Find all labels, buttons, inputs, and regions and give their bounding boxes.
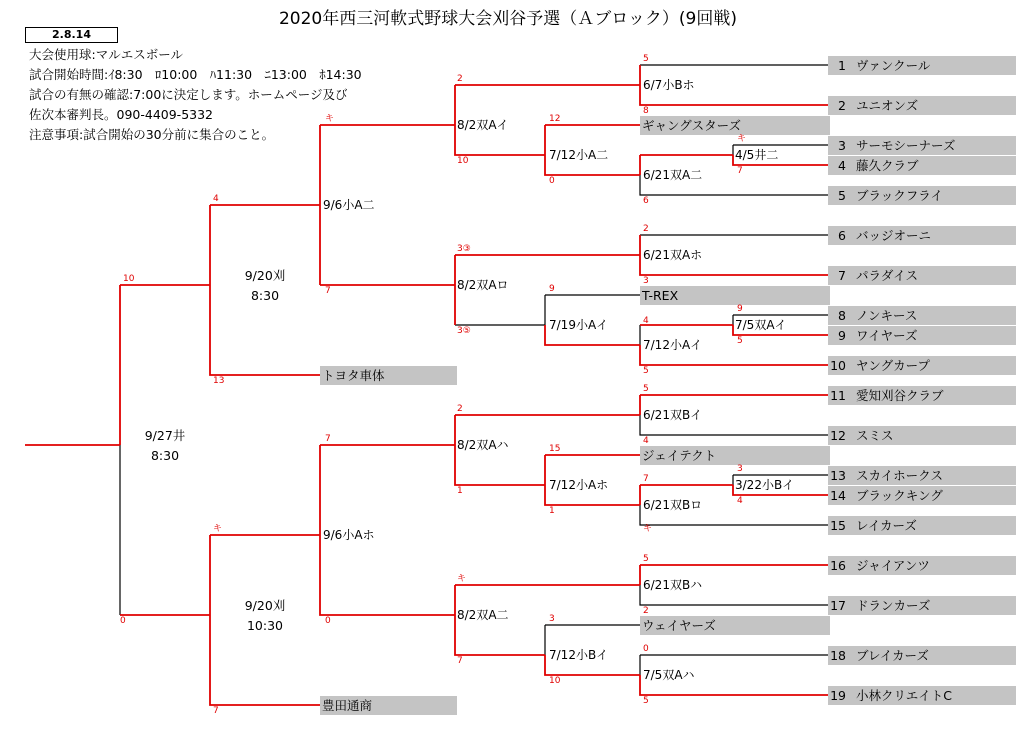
team-cell-11 xyxy=(828,386,1016,405)
semifinal-top-time: 8:30 xyxy=(250,288,280,303)
score-label: 2 xyxy=(457,404,463,414)
score-label: 10 xyxy=(457,156,469,166)
match-label: 7/12小Bイ xyxy=(549,648,609,662)
score-label: キ xyxy=(643,524,653,534)
team-number: 1 xyxy=(838,58,846,73)
score-label: 4 xyxy=(643,316,649,326)
team-cell-18 xyxy=(828,646,1016,665)
match-label: 7/5双Aハ xyxy=(643,668,695,682)
match-label: 7/12小A二 xyxy=(549,148,609,162)
match-label: 7/5双Aイ xyxy=(735,318,787,332)
team-cell-5 xyxy=(828,186,1016,205)
score-label: 15 xyxy=(549,444,561,454)
match-label: 6/7小Bホ xyxy=(643,78,695,92)
team-cell-seed: ギャングスターズ xyxy=(640,116,830,135)
team-cell-17 xyxy=(828,596,1016,615)
team-name: ユニオンズ xyxy=(856,98,919,113)
team-cell-1 xyxy=(828,56,1016,75)
date-code-box: 2.8.14 xyxy=(25,27,118,43)
page-title: 2020年西三河軟式野球大会刈谷予選（Ａブロック）(9回戦) xyxy=(278,9,737,29)
team-cell-seed: ウェイヤーズ xyxy=(640,616,830,635)
match-label: 8/2双Aイ xyxy=(457,118,509,132)
score-label: 8 xyxy=(643,106,649,116)
score-label: 4 xyxy=(643,436,649,446)
team-name: ジャイアンツ xyxy=(856,558,930,573)
score-label: 3 xyxy=(549,614,555,624)
score-label: 9 xyxy=(549,284,555,294)
score-label: 10 xyxy=(549,676,561,686)
team-name: ブレイカーズ xyxy=(856,648,929,663)
team-number: 5 xyxy=(838,188,846,203)
final-time: 8:30 xyxy=(150,448,180,463)
team-number: 9 xyxy=(838,328,846,343)
score-label: キ xyxy=(457,574,467,584)
match-label: 9/6小Aホ xyxy=(323,528,375,542)
match-label: 4/5井二 xyxy=(735,148,779,162)
team-cell-9 xyxy=(828,326,1016,345)
team-name: スミス xyxy=(856,428,894,443)
score-label: 3 xyxy=(737,464,743,474)
team-name: ヴァンクール xyxy=(856,58,931,73)
team-cell-10 xyxy=(828,356,1016,375)
team-number: 8 xyxy=(838,308,846,323)
team-cell-13 xyxy=(828,466,1016,485)
team-number: 7 xyxy=(838,268,846,283)
team-name: サーモシーナーズ xyxy=(856,138,956,153)
team-name: ノンキース xyxy=(856,308,918,323)
score-label: 13 xyxy=(213,376,225,386)
team-number: 18 xyxy=(830,648,846,663)
team-number: 16 xyxy=(830,558,846,573)
score-label: 12 xyxy=(549,114,561,124)
team-cell-7 xyxy=(828,266,1016,285)
team-cell-19 xyxy=(828,686,1016,705)
team-name: ワイヤーズ xyxy=(856,328,918,343)
team-cell-8 xyxy=(828,306,1016,325)
match-label: 6/21双Aホ xyxy=(643,248,703,262)
score-label: 4 xyxy=(213,194,219,204)
info-line-umpire: 佐次本審判長。090-4409-5332 xyxy=(29,107,214,122)
team-number: 13 xyxy=(830,468,846,483)
score-label: キ xyxy=(325,114,335,124)
team-name: パラダイス xyxy=(856,268,919,283)
score-label: キ xyxy=(213,524,223,534)
team-name: レイカーズ xyxy=(856,518,917,533)
score-label: 7 xyxy=(213,706,219,716)
match-label: 8/2双Aハ xyxy=(457,438,509,452)
semifinal-bottom-date: 9/20刈 xyxy=(244,598,286,613)
score-label: 5 xyxy=(643,384,649,394)
match-label: 8/2双A二 xyxy=(457,608,509,622)
team-name: スカイホークス xyxy=(856,468,944,483)
score-label: 7 xyxy=(325,286,331,296)
team-cell-14 xyxy=(828,486,1016,505)
match-label: 6/21双A二 xyxy=(643,168,703,182)
team-name: 愛知刈谷クラブ xyxy=(856,388,944,403)
info-line-ball: 大会使用球:マルエスボール xyxy=(29,47,183,62)
score-label: 10 xyxy=(123,274,135,284)
score-label: 2 xyxy=(643,606,649,616)
team-number: 11 xyxy=(830,388,846,403)
semifinal-bottom-time: 10:30 xyxy=(246,618,284,633)
team-number: 6 xyxy=(838,228,846,243)
score-label: 6 xyxy=(643,196,649,206)
info-line-notice: 注意事項:試合開始の30分前に集合のこと。 xyxy=(29,127,275,142)
match-label: 6/21双Bロ xyxy=(643,498,703,512)
team-name: ブラックキング xyxy=(856,488,943,503)
semifinal-top-date: 9/20刈 xyxy=(244,268,286,283)
score-label: 5 xyxy=(643,54,649,64)
score-label: 0 xyxy=(643,644,649,654)
score-label: 0 xyxy=(549,176,555,186)
team-number: 3 xyxy=(838,138,846,153)
score-label: 5 xyxy=(643,554,649,564)
score-label: 3⑤ xyxy=(457,326,471,336)
team-cell-16 xyxy=(828,556,1016,575)
match-label: 7/12小Aホ xyxy=(549,478,609,492)
team-cell-15 xyxy=(828,516,1016,535)
score-label: 9 xyxy=(737,304,743,314)
team-number: 15 xyxy=(830,518,846,533)
team-name: ブラックフライ xyxy=(856,188,943,203)
score-label: 3 xyxy=(643,276,649,286)
match-label: 9/6小A二 xyxy=(323,198,375,212)
score-label: 1 xyxy=(549,506,555,516)
team-cell-seed: 豊田通商 xyxy=(320,696,457,715)
score-label: 2 xyxy=(457,74,463,84)
score-label: 5 xyxy=(737,336,743,346)
score-label: 5 xyxy=(643,366,649,376)
score-label: 7 xyxy=(325,434,331,444)
team-cell-3 xyxy=(828,136,1016,155)
match-label: 8/2双Aロ xyxy=(457,278,509,292)
score-label: 1 xyxy=(457,486,463,496)
match-label: 7/19小Aイ xyxy=(549,318,609,332)
team-name: 小林クリエイトC xyxy=(856,688,952,703)
score-label: 7 xyxy=(643,474,649,484)
team-number: 19 xyxy=(830,688,846,703)
team-number: 10 xyxy=(830,358,846,373)
score-label: 5 xyxy=(643,696,649,706)
team-cell-2 xyxy=(828,96,1016,115)
match-label: 3/22小Bイ xyxy=(735,478,795,492)
score-label: 0 xyxy=(120,616,126,626)
match-label: 6/21双Bハ xyxy=(643,578,703,592)
team-number: 12 xyxy=(830,428,846,443)
team-name: 藤久クラブ xyxy=(856,158,919,173)
team-cell-6 xyxy=(828,226,1016,245)
team-number: 2 xyxy=(838,98,846,113)
team-number: 14 xyxy=(830,488,846,503)
team-cell-seed: T-REX xyxy=(640,286,830,305)
score-label: 4 xyxy=(737,496,743,506)
team-cell-12 xyxy=(828,426,1016,445)
team-cell-seed: ジェイテクト xyxy=(640,446,830,465)
final-date: 9/27井 xyxy=(144,428,186,443)
match-label: 7/12小Aイ xyxy=(643,338,703,352)
score-label: 2 xyxy=(643,224,649,234)
score-label: 7 xyxy=(737,166,743,176)
info-line-start-times: 試合開始時間:ｲ8:30 ﾛ10:00 ﾊ11:30 ﾆ13:00 ﾎ14:30 xyxy=(29,67,362,82)
team-cell-seed: トヨタ車体 xyxy=(320,366,457,385)
team-name: ドランカーズ xyxy=(856,598,931,613)
match-label: 6/21双Bイ xyxy=(643,408,703,422)
team-name: ヤングカープ xyxy=(856,358,931,373)
score-label: 0 xyxy=(325,616,331,626)
team-number: 4 xyxy=(838,158,846,173)
team-number: 17 xyxy=(830,598,846,613)
info-line-confirmation: 試合の有無の確認:7:00に決定します。ホームページ及び xyxy=(29,87,348,102)
score-label: 7 xyxy=(457,656,463,666)
team-name: バッジオーニ xyxy=(856,228,932,243)
score-label: 3③ xyxy=(457,244,471,254)
score-label: キ xyxy=(737,134,747,144)
team-cell-4 xyxy=(828,156,1016,175)
